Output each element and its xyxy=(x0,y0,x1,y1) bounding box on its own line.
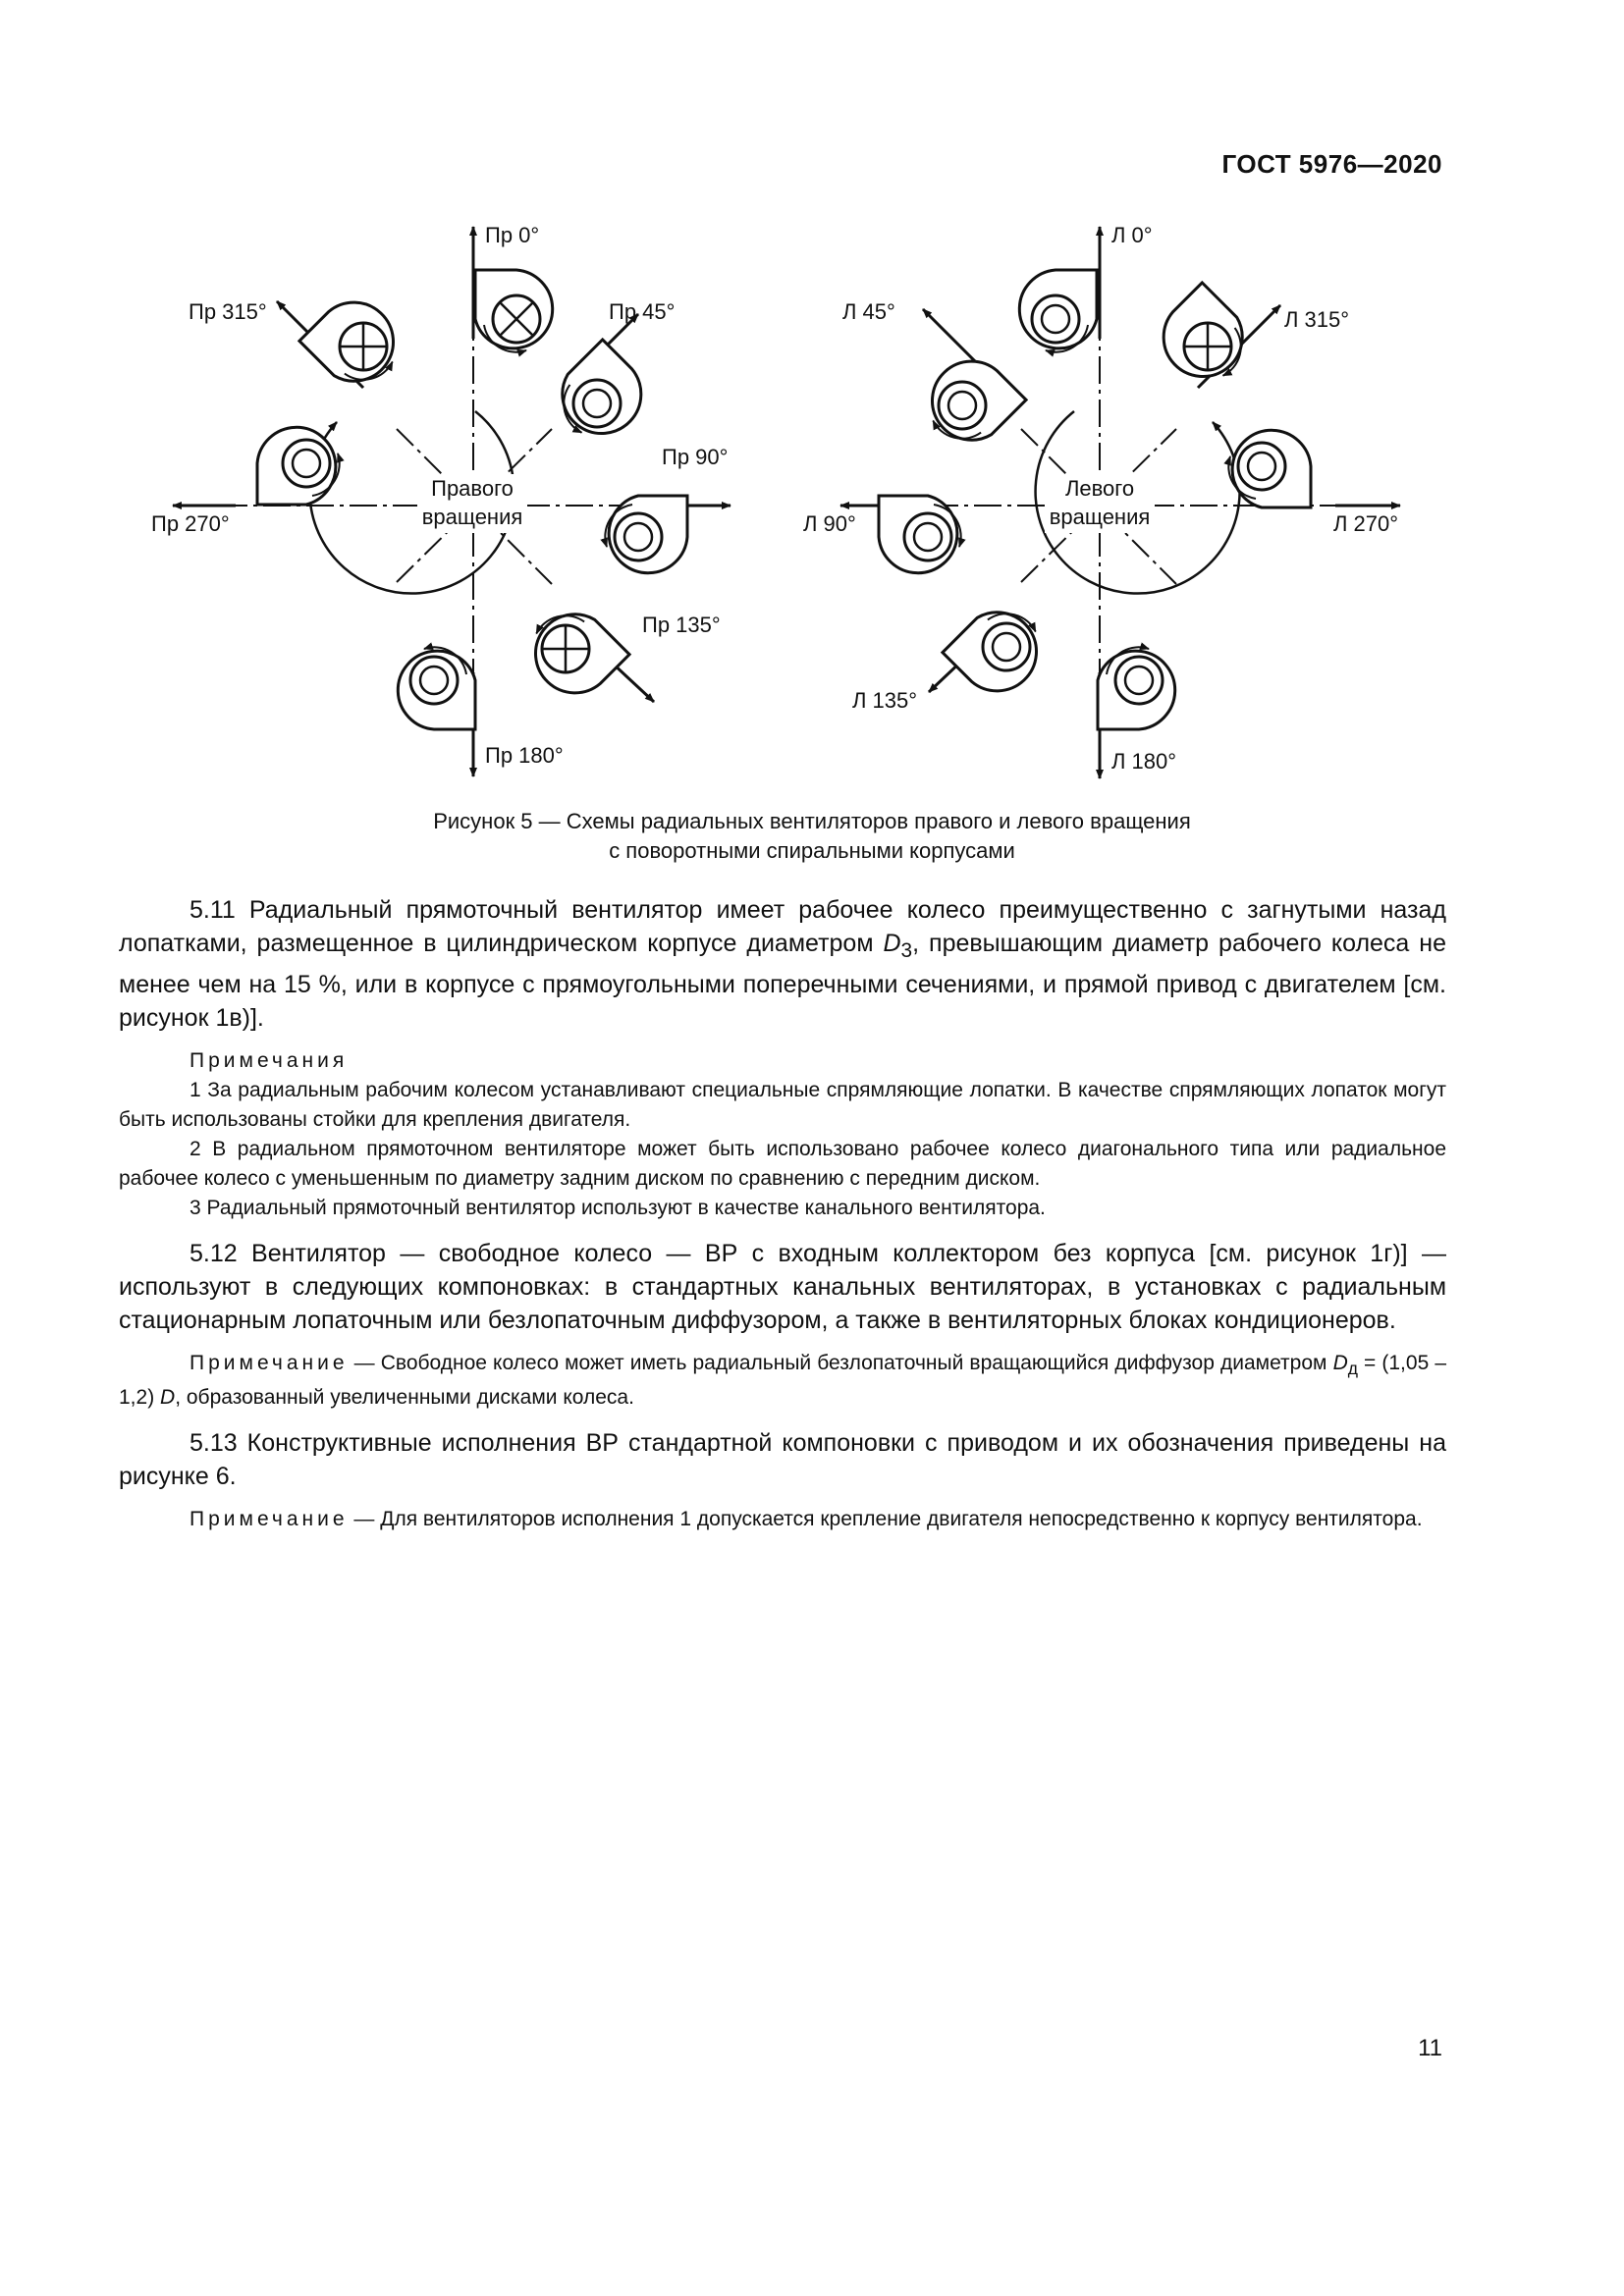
fan-icon xyxy=(1228,430,1311,507)
note-2: 2 В радиальном прямоточном вентиляторе может быть использовано рабочее колесо диагонального типа или радиальное рабочее колесо с уменьшенным по диаметру задним диском по сравнению с передним диском. xyxy=(119,1138,1446,1190)
label-l-45: Л 45° xyxy=(842,299,895,324)
figure-caption xyxy=(0,807,1624,866)
text-fragment: = (1,05 – 1,2) xyxy=(119,1352,1447,1410)
section-5-13 xyxy=(119,1426,1446,1534)
fan-icon xyxy=(398,647,475,729)
text-fragment: Свободное колесо может иметь радиальный безлопаточный вращающийся диффузор диаметром xyxy=(380,1352,1333,1374)
label-pr-90: Пр 90° xyxy=(662,445,729,469)
center-label-line1: Левого xyxy=(1064,476,1135,501)
fan-icon xyxy=(1098,647,1175,729)
note-3: 3 Радиальный прямоточный вентилятор используют в качестве канального вентилятора. xyxy=(189,1197,1046,1219)
label-l-135: Л 135° xyxy=(852,688,918,713)
caption-line-2: с поворотными спиральными корпусами xyxy=(609,838,1015,863)
subscript-3: 3 xyxy=(900,939,913,962)
page-number: 11 xyxy=(1418,2035,1442,2061)
fan-icon xyxy=(1148,283,1261,396)
center-label-line2: вращения xyxy=(421,505,523,529)
label-pr-135: Пр 135° xyxy=(642,613,721,637)
caption-line-1: Рисунок 5 — Схемы радиальных вентиляторов правого и левого вращения xyxy=(433,809,1191,833)
fan-rotation-diagram xyxy=(137,221,1414,790)
note-label: Примечание xyxy=(189,1352,349,1374)
section-5-12 xyxy=(119,1237,1446,1413)
document-body xyxy=(119,893,1446,1548)
fan-icon xyxy=(943,594,1056,707)
fan-icon xyxy=(516,596,629,709)
note-1: 1 За радиальным рабочим колесом устанавливают специальные спрямляющие лопатки. В качестве спрямляющих лопаток могут быть использованы стойки для крепления двигателя. xyxy=(119,1079,1446,1131)
fan-icon xyxy=(605,496,687,573)
label-l-180: Л 180° xyxy=(1111,749,1177,774)
figure-5 xyxy=(137,221,1414,790)
text-fragment: , образованный увеличенными дисками колеса. xyxy=(175,1386,634,1410)
text-fragment: — xyxy=(348,1352,381,1374)
standard-header: ГОСТ 5976—2020 xyxy=(1221,149,1442,179)
label-l-0: Л 0° xyxy=(1111,223,1153,247)
paragraph-5-13: 5.13 Конструктивные исполнения ВР стандартной компоновки с приводом и их обозначения приведены на рисунке 6. xyxy=(119,1429,1446,1491)
label-pr-180: Пр 180° xyxy=(485,743,564,768)
label-l-270: Л 270° xyxy=(1333,511,1399,536)
fan-icon xyxy=(257,427,340,505)
text-fragment: 5.11 Радиальный прямоточный вентилятор имеет рабочее колесо преимущественно с загнутыми назад лопатками, размещенное в цилиндрическом корпусе диаметром xyxy=(119,896,1446,957)
paragraph-5-12: 5.12 Вентилятор — свободное колесо — ВР с входным коллектором без корпуса [см. рисунок 1г)] — используют в следующих компоновках: в стандартных канальных вентиляторах, в установках с радиальным стационарным лопаточным или безлопаточным диффузором, а также в вентиляторных блоках кондиционеров. xyxy=(119,1240,1446,1334)
label-pr-315: Пр 315° xyxy=(189,299,267,324)
symbol-d: D xyxy=(1332,1352,1348,1374)
label-pr-45: Пр 45° xyxy=(609,299,676,324)
text-fragment: , превышающим диаметр рабочего колеса не менее чем на 15 %, или в корпусе с прямоугольными поперечными сечениями, и прямой привод с двигателем [см. рисунок 1в)]. xyxy=(119,930,1447,1032)
label-l-315: Л 315° xyxy=(1284,307,1350,332)
symbol-d: D xyxy=(160,1386,176,1410)
paragraph-5-11 xyxy=(119,893,1446,1035)
fan-icon xyxy=(1019,270,1097,352)
note-5-13 xyxy=(119,1505,1446,1534)
fan-icon xyxy=(879,496,961,573)
fan-icon xyxy=(299,287,412,400)
text-fragment: — Для вентиляторов исполнения 1 допускается крепление двигателя непосредственно к корпусу вентилятора. xyxy=(348,1508,1423,1531)
note-label: Примечание xyxy=(189,1508,349,1531)
label-pr-0: Пр 0° xyxy=(485,223,540,247)
section-5-11 xyxy=(119,893,1446,1223)
center-label-line1: Правого xyxy=(431,476,514,501)
fan-icon xyxy=(913,346,1026,458)
fan-icon xyxy=(475,270,553,352)
label-l-90: Л 90° xyxy=(803,511,856,536)
left-rotation-diagram xyxy=(803,223,1404,778)
fan-icon xyxy=(544,340,657,453)
center-label-line2: вращения xyxy=(1049,505,1151,529)
label-pr-270: Пр 270° xyxy=(151,511,230,536)
notes-title: Примечания xyxy=(189,1049,349,1072)
right-rotation-diagram xyxy=(151,223,731,776)
subscript-d: д xyxy=(1347,1359,1358,1379)
note-5-12 xyxy=(119,1349,1446,1413)
symbol-d: D xyxy=(883,930,901,957)
